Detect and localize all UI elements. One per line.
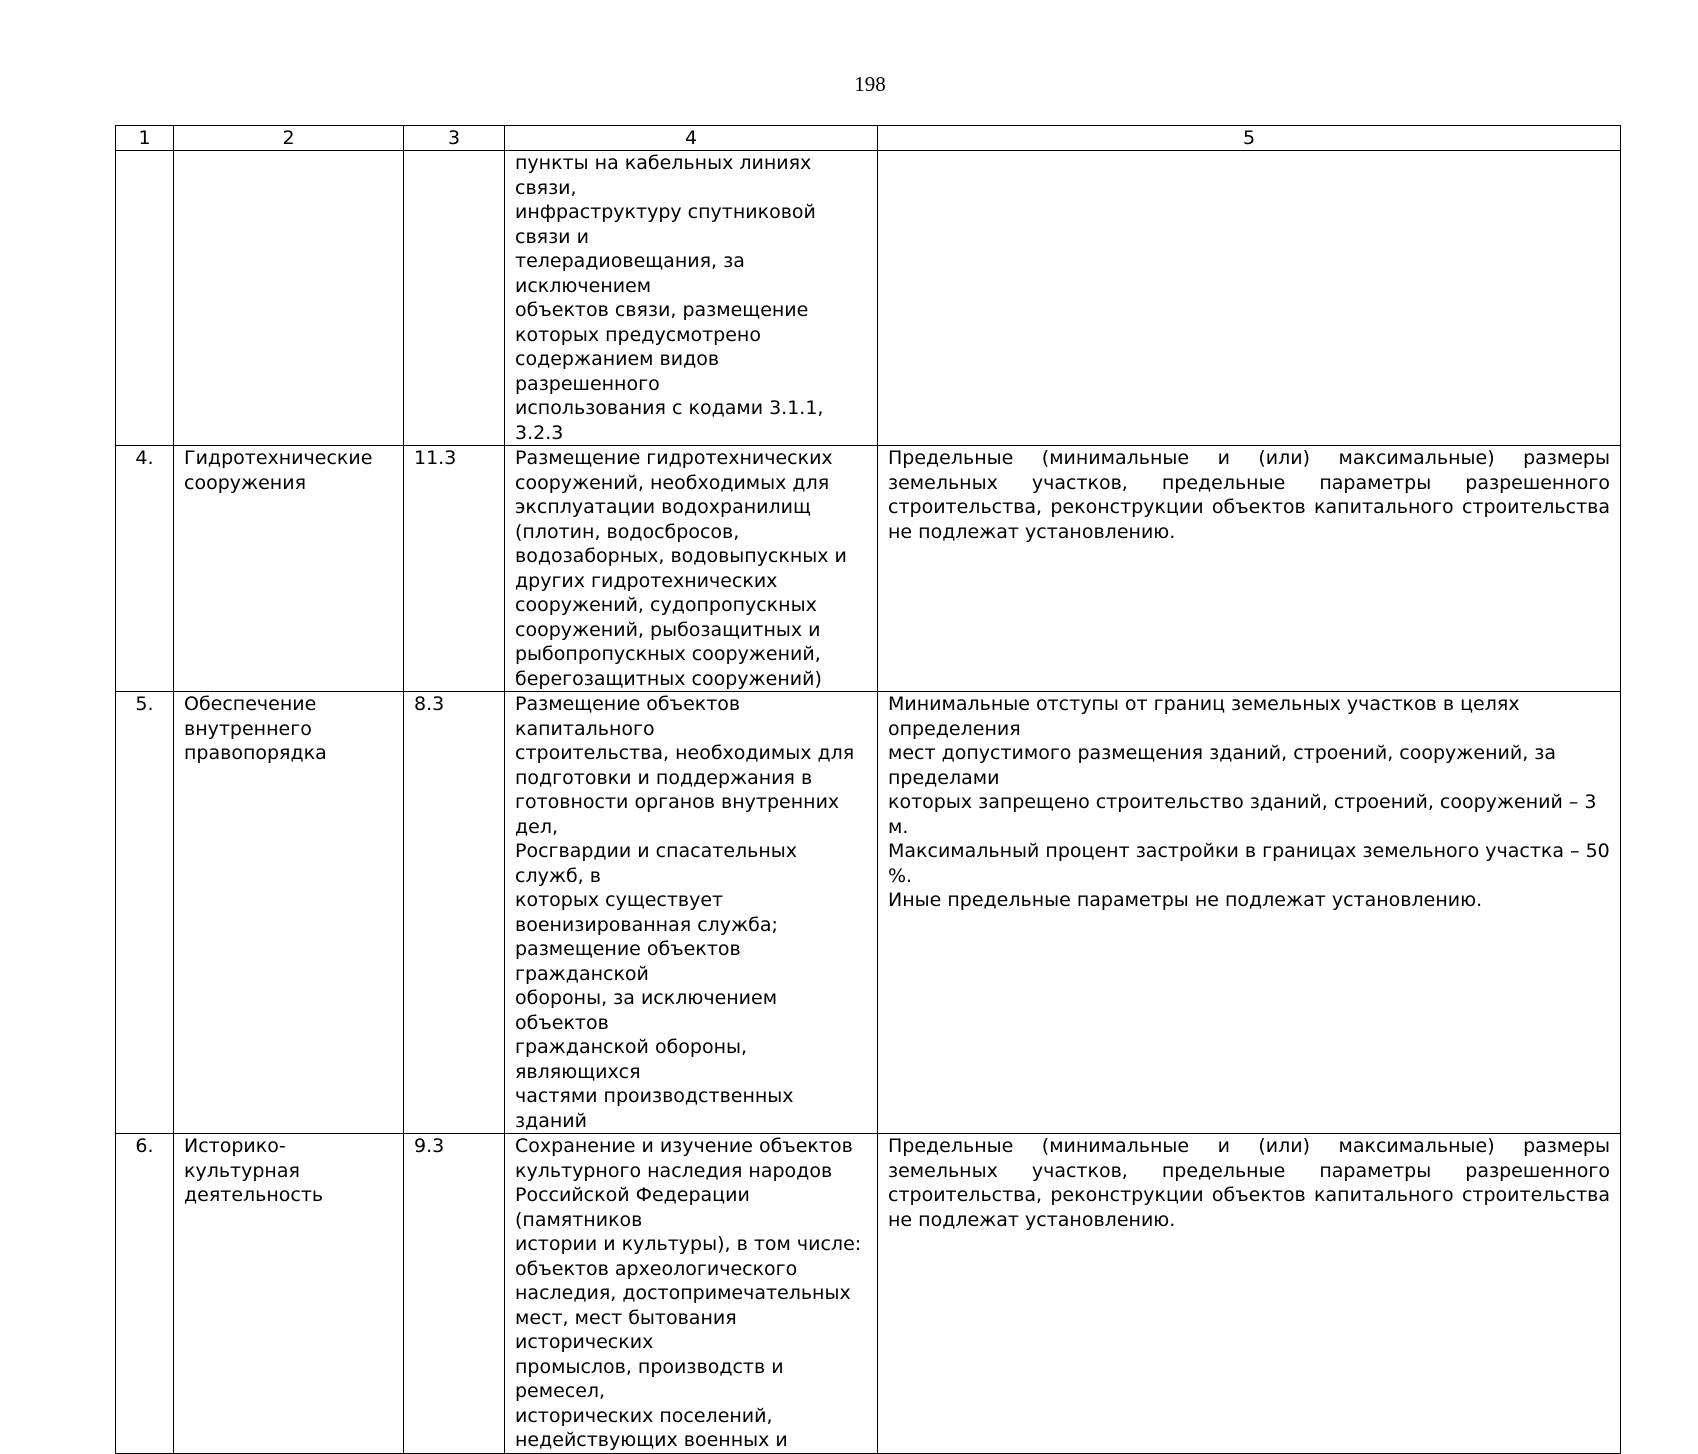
description-line: телерадиовещания, за исключением — [515, 250, 745, 297]
description-line: культурного наследия народов — [515, 1159, 833, 1182]
row-number: 5. — [116, 692, 174, 1134]
row-description — [505, 1134, 878, 1454]
description-line: исторических поселений, — [515, 1404, 773, 1427]
row-name: Историко-культурная деятельность — [174, 1134, 404, 1454]
header-row — [116, 126, 1621, 151]
description-line: пункты на кабельных линиях связи, — [515, 152, 812, 199]
row-name: Гидротехнические сооружения — [174, 446, 404, 692]
description-line: частями производственных зданий — [515, 1085, 794, 1132]
description-line: промыслов, производств и ремесел, — [515, 1355, 784, 1402]
description-line: Размещение гидротехнических — [515, 447, 833, 469]
description-line: других гидротехнических — [515, 569, 778, 592]
description-line: содержанием видов разрешенного — [515, 348, 720, 395]
row-name — [174, 151, 404, 446]
description-line: эксплуатации водохранилищ — [515, 496, 811, 518]
row-code: 9.3 — [404, 1134, 505, 1454]
header-col-3: 3 — [404, 126, 505, 151]
params-line: Иные предельные параметры не подлежат установлению. — [888, 889, 1483, 911]
table-row — [116, 692, 1621, 1134]
row-number: 4. — [116, 446, 174, 692]
table-row — [116, 446, 1621, 692]
row-code: 8.3 — [404, 692, 505, 1134]
description-line: Размещение объектов капитального — [515, 693, 741, 740]
row-description — [505, 692, 878, 1134]
description-line: которых предусмотрено — [515, 323, 761, 346]
description-line: наследия, достопримечательных — [515, 1282, 851, 1304]
description-line: Сохранение и изучение объектов — [515, 1135, 853, 1157]
description-line: военизированная служба; — [515, 913, 778, 936]
description-line: мест, мест бытования исторических — [515, 1306, 737, 1353]
header-col-5: 5 — [878, 126, 1621, 151]
description-line: (плотин, водосбросов, — [515, 520, 740, 543]
description-line: водозаборных, водовыпускных и — [515, 545, 847, 567]
row-params — [878, 692, 1621, 1134]
description-line: сооружений, судопропускных — [515, 594, 817, 616]
row-name: Обеспечение внутреннего правопорядка — [174, 692, 404, 1134]
description-line: сооружений, необходимых для — [515, 471, 830, 494]
row-params — [878, 151, 1621, 446]
description-line: истории и культуры), в том числе: — [515, 1233, 862, 1255]
description-line: объектов археологического — [515, 1257, 798, 1280]
row-code — [404, 151, 505, 446]
description-line: строительства, необходимых для — [515, 742, 855, 764]
params-line: мест допустимого размещения зданий, строений, сооружений, за пределами — [888, 742, 1557, 789]
description-line: объектов связи, размещение — [515, 299, 809, 321]
description-line: гражданской обороны, являющихся — [515, 1036, 748, 1083]
params-line: которых запрещено строительство зданий, строений, сооружений – 3 м. — [888, 791, 1597, 838]
page-number: 198 — [854, 72, 886, 96]
row-params: Предельные (минимальные и (или) максимальные) размеры земельных участков, предельные параметры разрешенного строительства, реконструкции объектов капитального строительства не подлежат установлению. — [878, 446, 1621, 692]
description-line: рыбопропускных сооружений, — [515, 643, 821, 665]
description-line: Российской Федерации (памятников — [515, 1184, 750, 1231]
header-col-2: 2 — [174, 126, 404, 151]
land-use-table — [115, 125, 1621, 1454]
row-number: 6. — [116, 1134, 174, 1454]
header-col-4: 4 — [505, 126, 878, 151]
header-col-1: 1 — [116, 126, 174, 151]
params-line: Минимальные отступы от границ земельных участков в целях определения — [888, 693, 1520, 740]
description-line: инфраструктуру спутниковой связи и — [515, 201, 816, 248]
description-line: берегозащитных сооружений) — [515, 667, 822, 690]
table-row — [116, 1134, 1621, 1454]
row-description — [505, 446, 878, 692]
description-line: готовности органов внутренних дел, — [515, 791, 840, 838]
description-line: сооружений, рыбозащитных и — [515, 618, 821, 641]
row-code: 11.3 — [404, 446, 505, 692]
row-description — [505, 151, 878, 446]
description-line: размещение объектов гражданской — [515, 938, 741, 985]
params-line: Максимальный процент застройки в границах земельного участка – 50 %. — [888, 840, 1610, 887]
row-number — [116, 151, 174, 446]
description-line: недействующих военных и — [515, 1429, 788, 1451]
table-row — [116, 151, 1621, 446]
description-line: которых существует — [515, 889, 724, 911]
description-line: подготовки и поддержания в — [515, 766, 813, 789]
description-line: использования с кодами 3.1.1, 3.2.3 — [515, 397, 824, 444]
description-line: обороны, за исключением объектов — [515, 987, 778, 1034]
row-params: Предельные (минимальные и (или) максимальные) размеры земельных участков, предельные параметры разрешенного строительства, реконструкции объектов капитального строительства не подлежат установлению. — [878, 1134, 1621, 1454]
description-line: Росгвардии и спасательных служб, в — [515, 840, 798, 887]
